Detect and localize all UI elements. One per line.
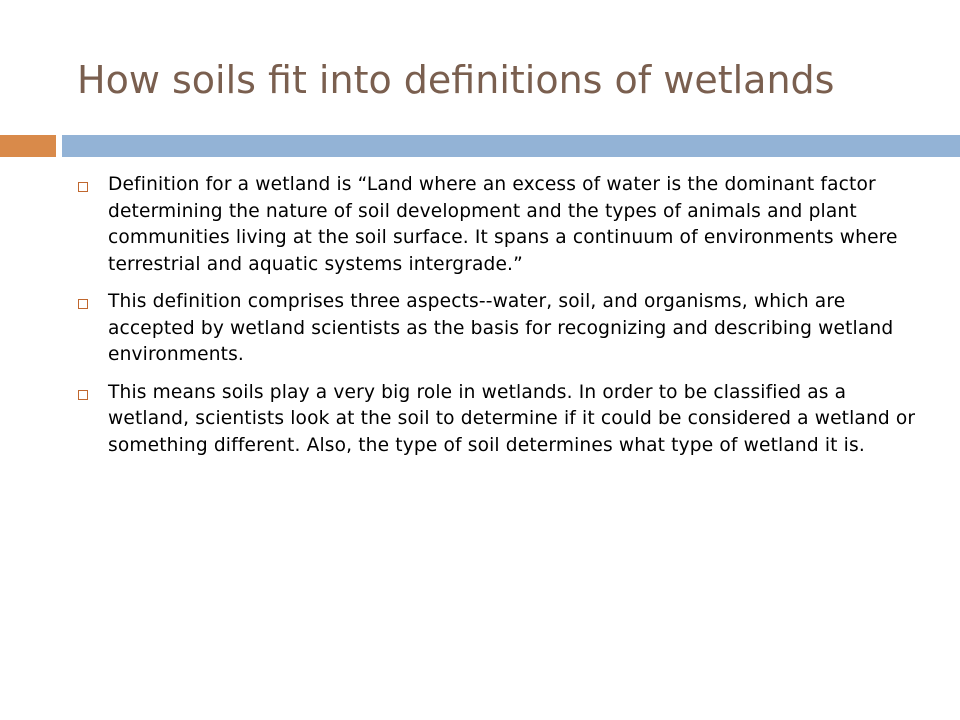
- bullet-text: This means soils play a very big role in wetlands. In order to be classified as a wetland, scientists look at the soil to determine if it could be considered a wetland or something different. Also, the type of soil determines what type of wetland it is.: [108, 381, 916, 456]
- bullet-list: [74, 172, 924, 470]
- hollow-square-icon: [78, 182, 88, 192]
- hollow-square-icon: [78, 299, 88, 309]
- slide-title: How soils fit into definitions of wetlands: [77, 58, 835, 102]
- hollow-square-icon: [78, 390, 88, 400]
- title-accent-bar: [0, 135, 56, 157]
- bullet-item: [74, 289, 924, 369]
- bullet-item: [74, 172, 924, 278]
- bullet-text: Definition for a wetland is “Land where an excess of water is the dominant factor determining the nature of soil development and the types of animals and plant communities living at the soil surface. It spans a continuum of environments where terrestrial and aquatic systems intergrade.”: [108, 174, 898, 275]
- bullet-text: This definition comprises three aspects--water, soil, and organisms, which are accepted by wetland scientists as the basis for recognizing and describing wetland environments.: [108, 291, 894, 365]
- title-divider-bar: [62, 135, 960, 157]
- bullet-item: [74, 380, 924, 460]
